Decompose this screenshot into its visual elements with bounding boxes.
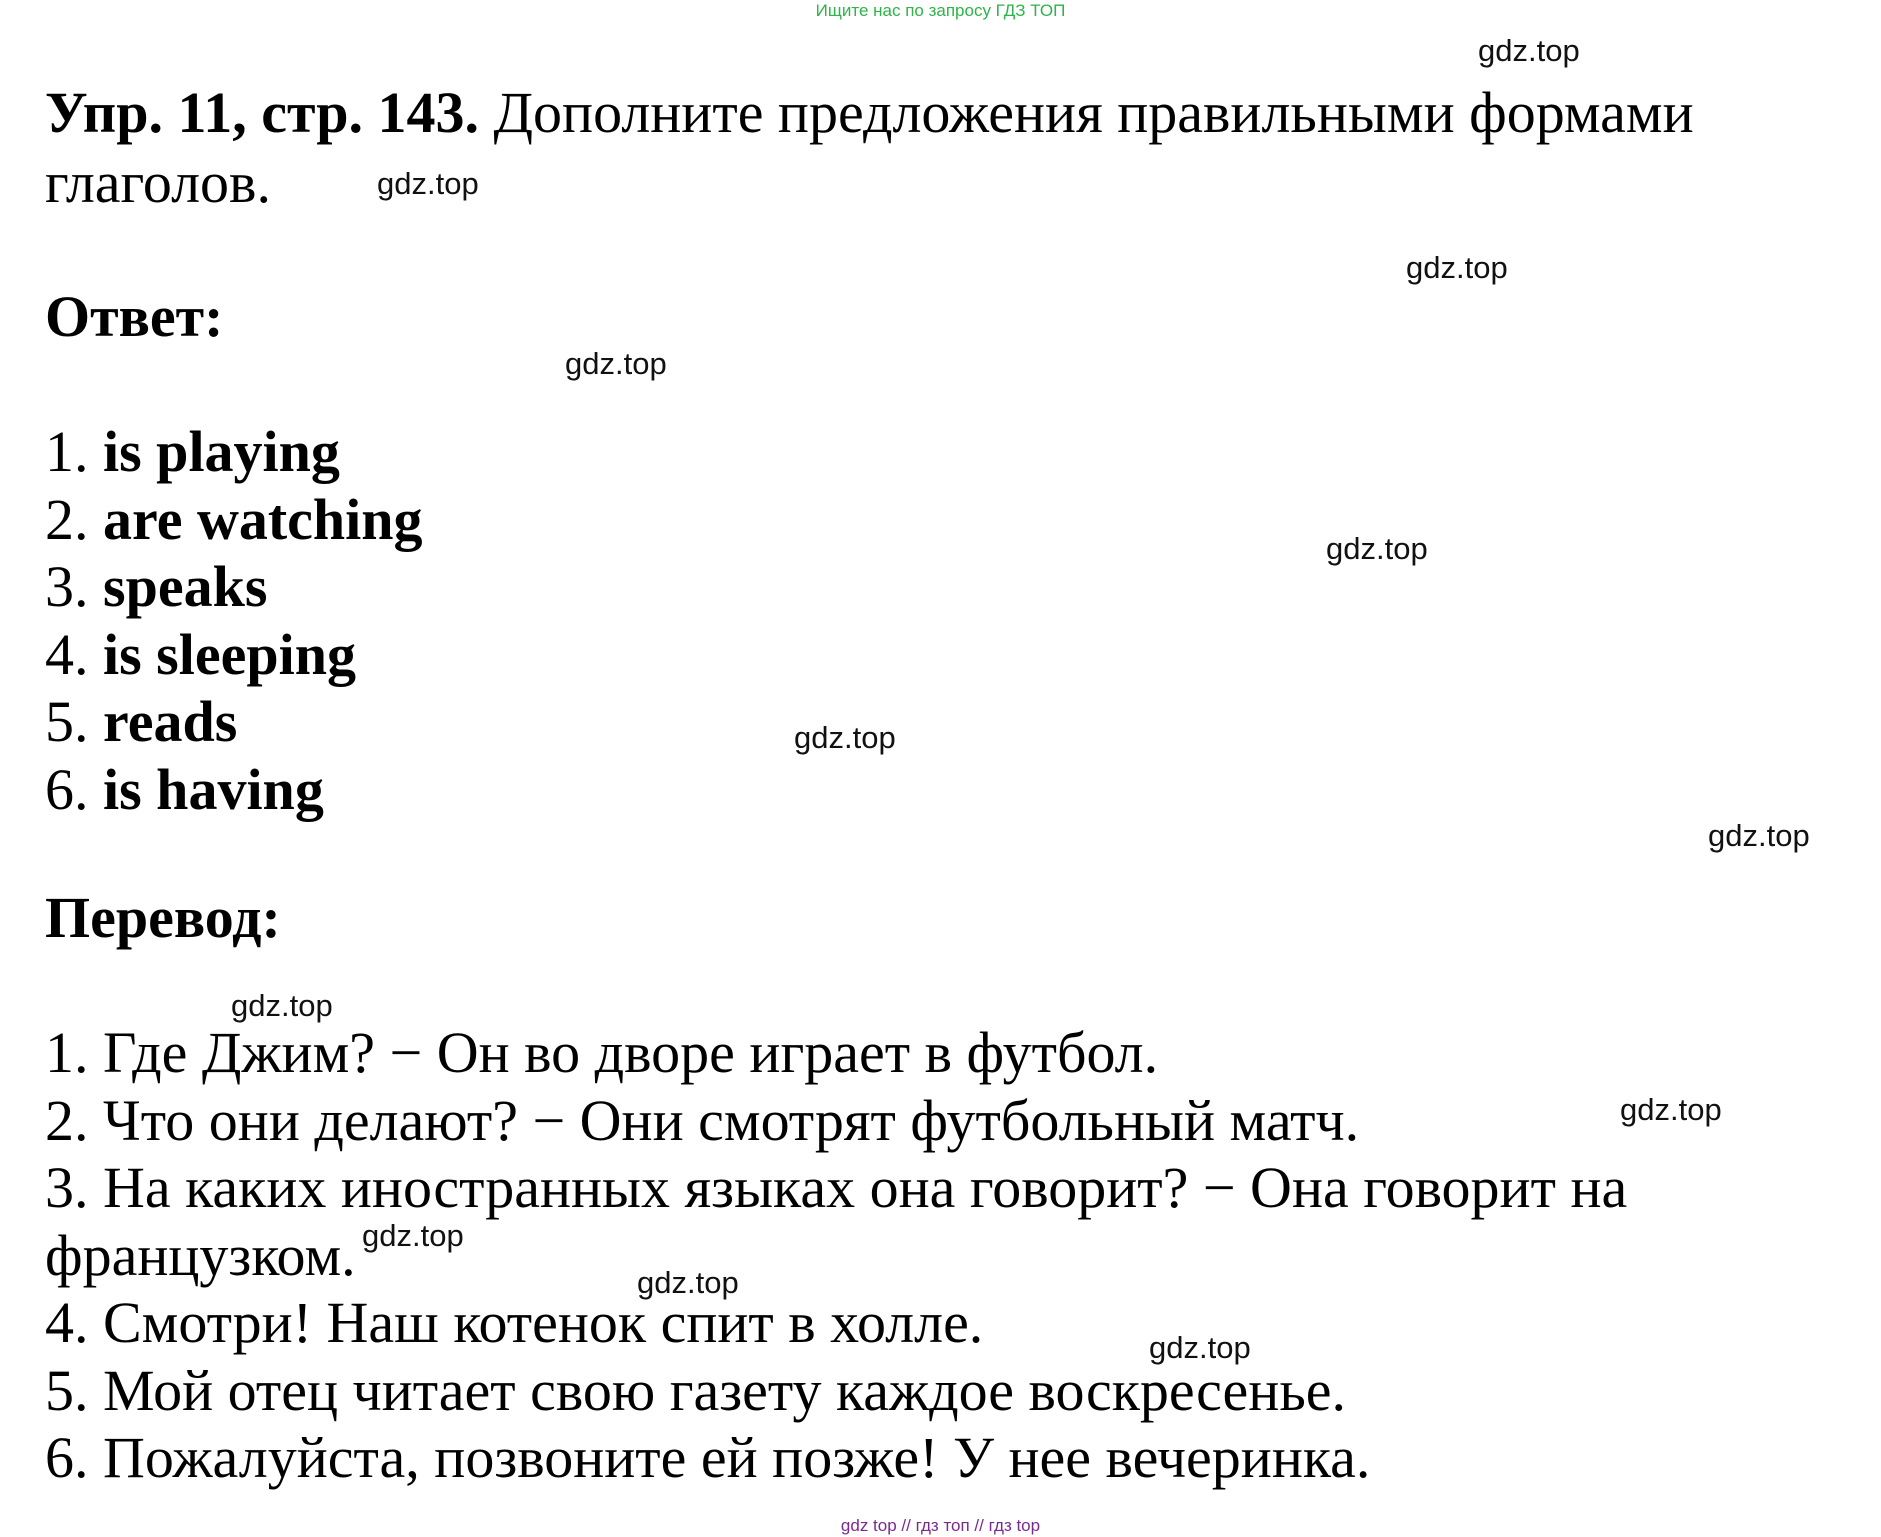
answer-number: 6. [45,756,103,822]
watermark: gdz.top [794,720,896,755]
translation-item: 3. На каких иностранных языках она говорит? − Она говорит на французком. [45,1155,1628,1288]
answer-list [45,418,1845,823]
answer-item [45,756,1845,824]
watermark: gdz.top [637,1265,739,1300]
answer-text: is playing [103,419,340,484]
answer-text: is having [103,756,324,822]
watermark: gdz.top [1406,250,1508,285]
answer-item [45,553,1845,621]
translation-item: 1. Где Джим? − Он во дворе играет в футбол. [45,1020,1159,1085]
content [45,78,1845,1492]
answer-item [45,621,1845,689]
translation-item: 4. Смотри! Наш котенок спит в холле. [45,1290,984,1355]
translation-item: 5. Мой отец читает свою газету каждое воскресенье. [45,1357,1347,1423]
watermark: gdz.top [231,988,333,1023]
watermark: gdz.top [1708,818,1810,853]
answer-text: speaks [103,554,268,619]
footer-watermark: gdz top // гдз топ // гдз top [840,1516,1041,1535]
answer-text: are watching [103,486,423,552]
watermark: gdz.top [1620,1092,1722,1127]
watermark: gdz.top [377,166,479,201]
watermark: gdz.top [565,346,667,381]
translation-item: 6. Пожалуйста, позвоните ей позже! У нее вечеринка. [45,1425,1371,1490]
answer-number: 3. [45,554,103,619]
watermark: gdz.top [362,1218,464,1253]
translation-heading: Перевод: [45,885,281,950]
watermark: gdz.top [1149,1330,1251,1365]
watermark: gdz.top [1326,531,1428,566]
answer-text: is sleeping [103,621,356,687]
answer-number: 5. [45,689,103,754]
answer-item [45,688,1845,756]
answer-number: 4. [45,621,103,687]
answer-number: 2. [45,486,103,552]
watermark: gdz.top [1478,33,1580,68]
top-banner: Ищите нас по запросу ГДЗ ТОП [815,1,1066,20]
translation-item: 2. Что они делают? − Они смотрят футбольный матч. [45,1087,1360,1153]
task-text: Дополните предложения правильными формами глаголов. [45,80,1694,215]
translation-list [45,1019,1805,1492]
answer-heading: Ответ: [45,284,224,349]
answer-number: 1. [45,419,103,484]
task-label: Упр. 11, стр. 143. [45,80,479,145]
task-statement [45,78,1805,218]
answer-item [45,418,1845,486]
answer-item [45,486,1845,554]
answer-text: reads [103,689,238,754]
